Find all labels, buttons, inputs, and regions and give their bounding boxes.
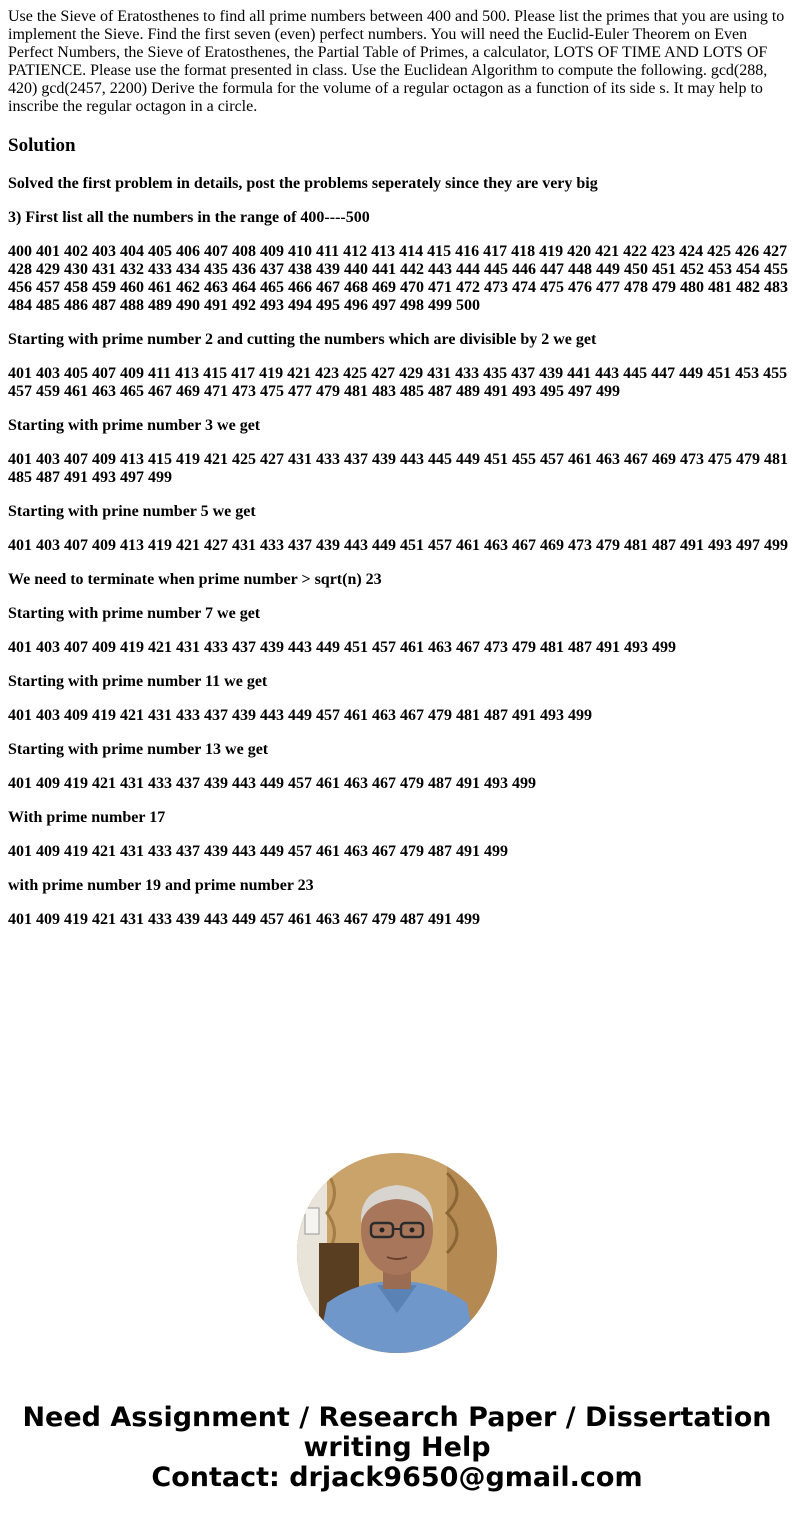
document-content	[8, 8, 788, 929]
step5-heading: Starting with prine number 5 we get	[8, 503, 256, 520]
author-portrait-icon	[297, 1153, 497, 1353]
step11-numbers: 401 403 409 419 421 431 433 437 439 443 449 457 461 463 467 479 481 487 491 493 499	[8, 707, 592, 724]
footer-contact: Contact: drjack9650@gmail.com	[151, 1462, 643, 1493]
solution-intro: Solved the first problem in details, post the problems seperately since they are very big	[8, 175, 598, 192]
footer-line-1: Need Assignment / Research Paper / Dissertation	[22, 1402, 772, 1433]
step3-heading: Starting with prime number 3 we get	[8, 417, 261, 434]
step17-heading: With prime number 17	[8, 809, 166, 826]
footer-line-2: writing Help	[303, 1432, 491, 1463]
solution-heading: Solution	[8, 135, 76, 156]
all-numbers-list: 400 401 402 403 404 405 406 407 408 409 410 411 412 413 414 415 416 417 418 419 420 421 422 423 424 425 426 427 428 429 430 431 432 433 434 435 436 437 438 439 440 441 442 443 444 445 446 447 448 449 450 451 452 453 454 455 456 457 458 459 460 461 462 463 464 465 466 467 468 469 470 471 472 473 474 475 476 477 478 479 480 481 482 483 484 485 486 487 488 489 490 491 492 493 494 495 496 497 498 499 500	[8, 243, 788, 314]
step19-numbers: 401 409 419 421 431 433 439 443 449 457 461 463 467 479 487 491 499	[8, 911, 480, 928]
step2-heading: Starting with prime number 2 and cutting the numbers which are divisible by 2 we get	[8, 331, 597, 348]
step5-numbers: 401 403 407 409 413 419 421 427 431 433 437 439 443 449 451 457 461 463 467 469 473 479 481 487 491 493 497 499	[8, 537, 788, 554]
terminate-note: We need to terminate when prime number > sqrt(n) 23	[8, 571, 382, 588]
step2-numbers: 401 403 405 407 409 411 413 415 417 419 421 423 425 427 429 431 433 435 437 439 441 443 445 447 449 451 453 455 457 459 461 463 465 467 469 471 473 475 477 479 481 483 485 487 489 491 493 495 497 499	[8, 365, 788, 400]
step7-heading: Starting with prime number 7 we get	[8, 605, 261, 622]
step-list-heading: 3) First list all the numbers in the range of 400----500	[8, 209, 370, 226]
step19-heading: with prime number 19 and prime number 23	[8, 877, 314, 894]
footer-banner	[0, 1403, 794, 1493]
step17-numbers: 401 409 419 421 431 433 437 439 443 449 457 461 463 467 479 487 491 499	[8, 843, 508, 860]
step3-numbers: 401 403 407 409 413 415 419 421 425 427 431 433 437 439 443 445 449 451 455 457 461 463 467 469 473 475 479 481 485 487 491 493 497 499	[8, 451, 788, 486]
step7-numbers: 401 403 407 409 419 421 431 433 437 439 443 449 451 457 461 463 467 473 479 481 487 491 493 499	[8, 639, 676, 656]
step13-heading: Starting with prime number 13 we get	[8, 741, 269, 758]
step11-heading: Starting with prime number 11 we get	[8, 673, 268, 690]
author-avatar	[297, 1153, 497, 1353]
step13-numbers: 401 409 419 421 431 433 437 439 443 449 457 461 463 467 479 487 491 493 499	[8, 775, 536, 792]
question-text: Use the Sieve of Eratosthenes to find all prime numbers between 400 and 500. Please list the primes that you are using to implement the Sieve. Find the first seven (even) perfect numbers. You will need the Euclid-Euler Theorem on Even Perfect Numbers, the Sieve of Eratosthenes, the Partial Table of Primes, a calculator, LOTS OF TIME AND LOTS OF PATIENCE. Please use the format presented in class. Use the Euclidean Algorithm to compute the following. gcd(288, 420) gcd(2457, 2200) Derive the formula for the volume of a regular octagon as a function of its side s. It may help to inscribe the regular octagon in a circle.	[8, 8, 785, 115]
